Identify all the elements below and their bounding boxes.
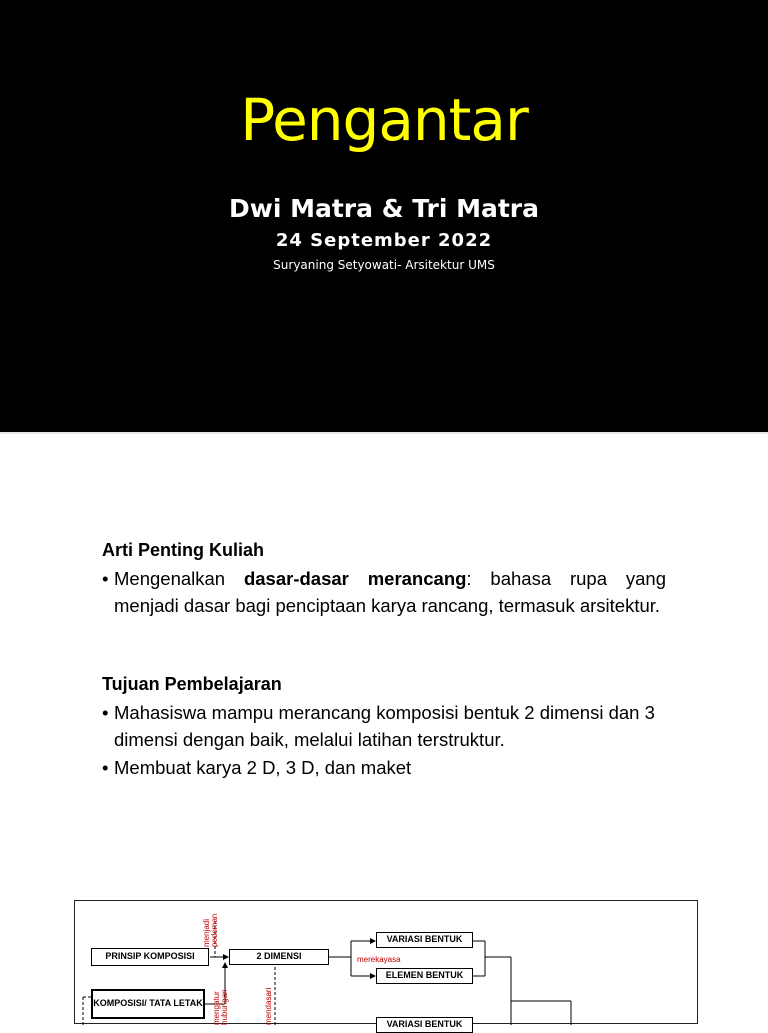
slide-title: Pengantar: [240, 86, 528, 154]
bullet-text: Mahasiswa mampu merancang komposisi bentuk 2 dimensi dan 3 dimensi dengan baik, melalui latihan terstruktur.: [114, 702, 655, 750]
slide-author: Suryaning Setyowati- Arsitektur UMS: [273, 258, 495, 272]
bullet-tujuan-2: [102, 754, 666, 781]
box-elemen-bentuk: ELEMEN BENTUK: [376, 968, 473, 984]
label-mengatur-hubungan: mengatur hubungan: [212, 989, 229, 1025]
bullet-arti: [102, 565, 666, 619]
bullet-text-bold: dasar-dasar merancang: [243, 568, 467, 589]
slide-subtitle: Dwi Matra & Tri Matra: [228, 194, 540, 223]
diagram-slide: [74, 900, 698, 1030]
box-variasi-bentuk: VARIASI BENTUK: [376, 932, 473, 948]
section-heading-arti: Arti Penting Kuliah: [102, 540, 264, 560]
label-menjadi-pedoman: menjadi pedoman: [202, 913, 219, 947]
label-merekayasa: merekayasa: [357, 955, 401, 964]
bullet-text-pre: Mengenalkan: [114, 568, 244, 589]
content-slide: [0, 434, 768, 866]
bullet-dot: •: [102, 568, 109, 589]
bullet-text-post: : bahasa rupa yang menjadi dasar bagi penciptaan karya rancang, termasuk arsitektur.: [114, 568, 666, 616]
bullet-tujuan-1: [102, 699, 666, 753]
box-komposisi-tata-letak: KOMPOSISI/ TATA LETAK: [91, 989, 205, 1019]
box-2-dimensi: 2 DIMENSI: [229, 949, 329, 965]
slide-date: 24 September 2022: [275, 230, 493, 251]
bullet-text: Membuat karya 2 D, 3 D, dan maket: [114, 757, 412, 778]
section-heading-tujuan: Tujuan Pembelajaran: [102, 674, 282, 694]
box-variasi-bentuk-2: VARIASI BENTUK: [376, 1017, 473, 1033]
box-prinsip-komposisi: PRINSIP KOMPOSISI: [91, 948, 209, 966]
title-slide: [0, 0, 768, 432]
bullet-dot: •: [102, 757, 109, 778]
bullet-dot: •: [102, 702, 109, 723]
label-mendasari: mendasari: [264, 987, 273, 1025]
